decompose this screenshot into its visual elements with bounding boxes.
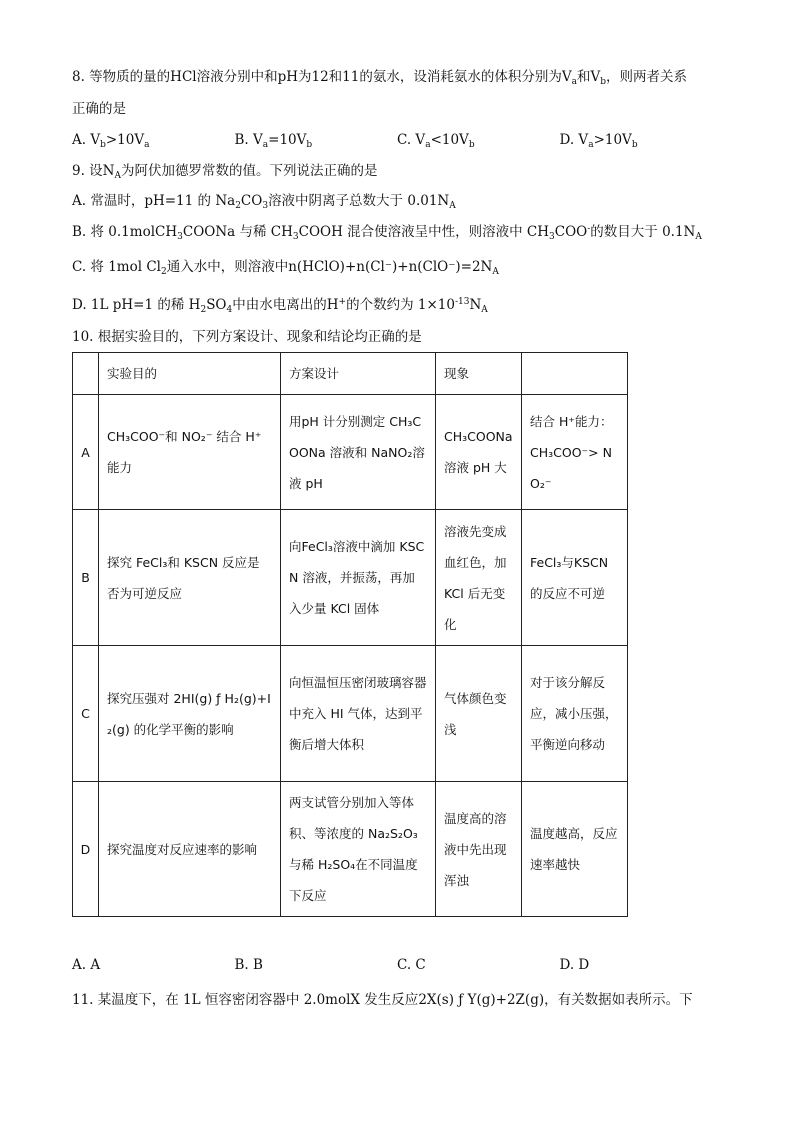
row-phenomenon: 气体颜色变浅 — [436, 646, 522, 782]
row-phenomenon: 温度高的溶液中先出现浑浊 — [436, 782, 522, 917]
q10-stem: 10. 根据实验目的，下列方案设计、现象和结论均正确的是 — [72, 329, 422, 345]
q8-stem-line1: 8. 等物质的量的HCl溶液分别中和pH为12和11的氨水，设消耗氨水的体积分别为$V_a$和$V_b$，则两者关系 — [72, 69, 688, 87]
row-label: C — [73, 646, 99, 782]
row-design: 用pH 计分别测定 CH₃COONa 溶液和 NaNO₂溶液 pH — [281, 395, 436, 510]
q9-option-c: C. 将 1mol $Cl_2$通入水中，则溶液中$n(HClO)+n(Cl^-)+n(ClO^-)=2N_A$ — [72, 259, 499, 277]
row-purpose: 探究 FeCl₃和 KSCN 反应是否为可逆反应 — [99, 510, 281, 646]
row-conclusion: 对于该分解反应，减小压强，平衡逆向移动 — [522, 646, 628, 782]
experiment-table — [72, 352, 628, 917]
table-row — [73, 646, 628, 782]
q8-option-b: B. $V_a=10V_b$ — [234, 132, 313, 150]
q10-option-d: D. D — [559, 957, 590, 973]
q9-option-b: B. 将 0.1molCH$_3$COONa 与稀 $CH_3COOH$ 混合使溶液呈中性，则溶液中 $CH_3COO^-$的数目大于 $0.1N_A$ — [72, 224, 702, 242]
row-label: B — [73, 510, 99, 646]
row-phenomenon: 溶液先变成血红色，加 KCl 后无变化 — [436, 510, 522, 646]
header-design: 方案设计 — [281, 353, 436, 395]
row-purpose: CH₃COO⁻和 NO₂⁻ 结合 H⁺ 能力 — [99, 395, 281, 510]
table-header-row — [73, 353, 628, 395]
row-purpose: 探究温度对反应速率的影响 — [99, 782, 281, 917]
row-conclusion: 温度越高，反应速率越快 — [522, 782, 628, 917]
header-phenomenon: 现象 — [436, 353, 522, 395]
header-conclusion — [522, 353, 628, 395]
q8-stem-line2: 正确的是 — [72, 101, 126, 117]
row-label: A — [73, 395, 99, 510]
row-phenomenon: CH₃COONa 溶液 pH 大 — [436, 395, 522, 510]
q10-option-c: C. C — [397, 957, 426, 973]
q9-stem: 9. 设$N_A$为阿伏加德罗常数的值。下列说法正确的是 — [72, 163, 378, 181]
q8-options — [72, 131, 722, 149]
table-row — [73, 782, 628, 917]
q11-stem: 11. 某温度下，在 1L 恒容密闭容器中 2.0molX 发生反应2X(s) ƒ Y(g)+2Z(g)，有关数据如表所示。下 — [72, 992, 693, 1008]
q10-option-a: A. A — [72, 957, 101, 973]
table-row — [73, 395, 628, 510]
q8-option-a: A. $V_b>10V_a$ — [72, 132, 150, 150]
header-blank-left — [73, 353, 99, 395]
header-purpose: 实验目的 — [99, 353, 281, 395]
row-design: 向FeCl₃溶液中滴加 KSCN 溶液，并振荡，再加入少量 KCl 固体 — [281, 510, 436, 646]
q10-options — [72, 956, 722, 974]
q9-option-d: D. 1L pH=1 的稀 $H_2SO_4$中由水电离出的H+的个数约为 $1\times 10^{-13}N_A$ — [72, 297, 488, 315]
q9-c-formula: n(HClO)+n(Cl⁻)+n(ClO⁻)=2N — [288, 259, 493, 275]
q11-formula: 2X(s) ƒ Y(g)+2Z(g) — [418, 992, 545, 1008]
q8-option-d: D. $V_a>10V_b$ — [559, 132, 638, 150]
q9-option-a: A. 常温时，pH=11 的 $Na_2CO_3$溶液中阴离子总数大于 $0.01N_A$ — [72, 193, 456, 211]
q8-option-c: C. $V_a<10V_b$ — [397, 132, 475, 150]
row-design: 两支试管分别加入等体积、等浓度的 Na₂S₂O₃与稀 H₂SO₄在不同温度下反应 — [281, 782, 436, 917]
row-design: 向恒温恒压密闭玻璃容器中充入 HI 气体，达到平衡后增大体积 — [281, 646, 436, 782]
row-label: D — [73, 782, 99, 917]
row-conclusion: 结合 H⁺能力：CH₃COO⁻> NO₂⁻ — [522, 395, 628, 510]
q10-option-b: B. B — [234, 957, 263, 973]
row-conclusion: FeCl₃与KSCN 的反应不可逆 — [522, 510, 628, 646]
row-purpose: 探究压强对 2HI(g) ƒ H₂(g)+I₂(g) 的化学平衡的影响 — [99, 646, 281, 782]
table-row — [73, 510, 628, 646]
